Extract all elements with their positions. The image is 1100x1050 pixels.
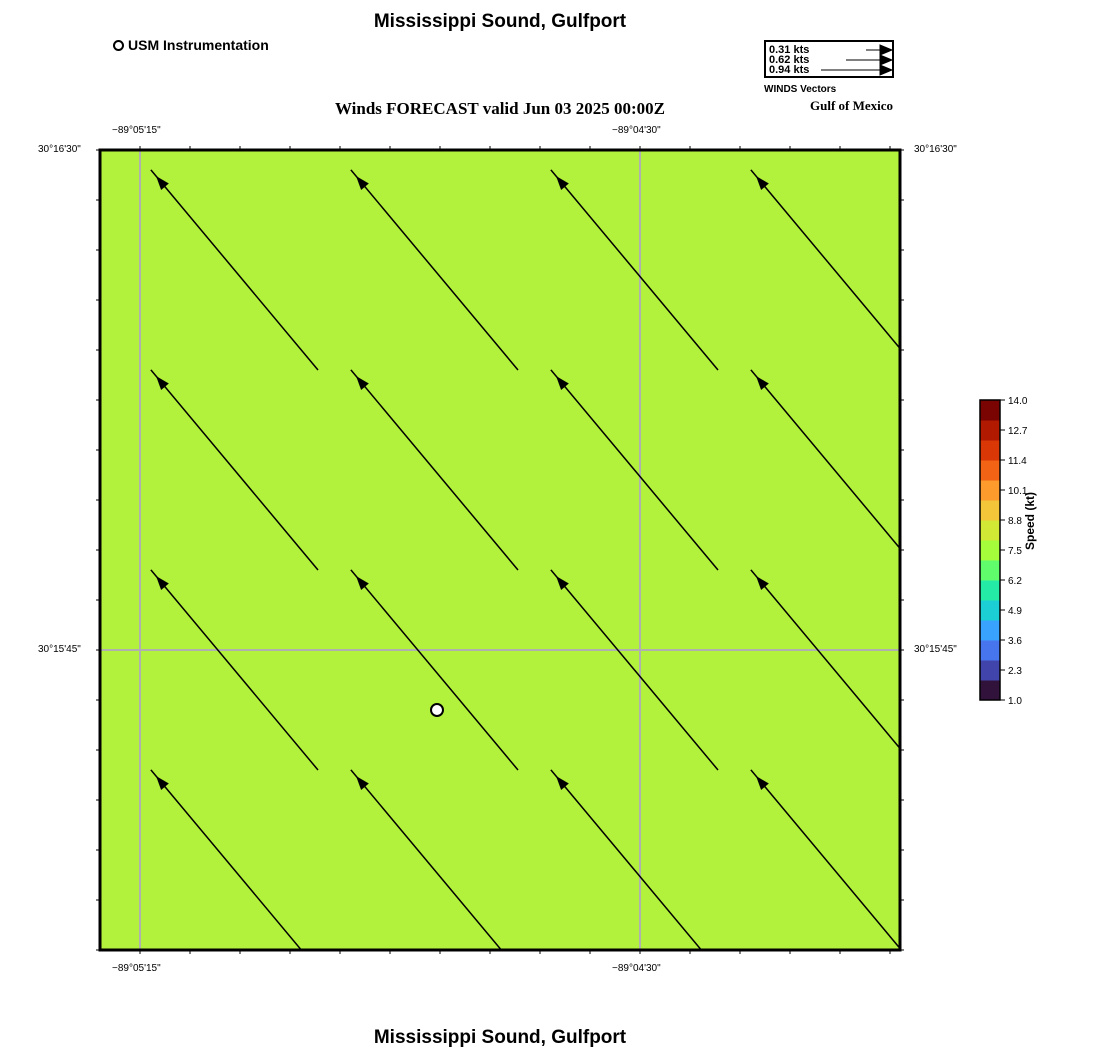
colorbar-tick-label: 2.3 [1008, 666, 1022, 677]
lon-label-top-2: −89°04'30" [612, 125, 661, 136]
speed-colorbar [970, 390, 1040, 710]
vector-legend-title: WINDS Vectors [764, 84, 837, 95]
vector-legend-entry: 0.94 kts [769, 64, 810, 76]
lon-label-bottom-1: −89°05'15" [112, 963, 161, 974]
colorbar-tick-label: 11.4 [1008, 456, 1027, 467]
vector-legend-entry: 0.62 kts [769, 54, 810, 66]
colorbar-tick-label: 7.5 [1008, 546, 1022, 557]
wind-arrow [951, 770, 1100, 970]
colorbar-tick-label: 10.1 [1008, 486, 1028, 497]
colorbar-tick-label: 4.9 [1008, 606, 1022, 617]
vector-legend-entry: 0.31 kts [769, 44, 810, 56]
colorbar-tick-label: 12.7 [1008, 426, 1028, 437]
lon-label-bottom-2: −89°04'30" [612, 963, 661, 974]
usm-instrument-marker[interactable] [431, 704, 443, 716]
colorbar-label: Speed (kt) [1023, 491, 1037, 550]
region-label: Gulf of Mexico [810, 98, 894, 113]
map-background [100, 150, 900, 950]
colorbar-tick-label: 1.0 [1008, 696, 1022, 707]
colorbar-tick-label: 8.8 [1008, 516, 1022, 527]
lat-label-right-1: 30°16'30" [914, 144, 957, 155]
colorbar-tick-label: 3.6 [1008, 636, 1022, 647]
lat-label-left-2: 30°15'45" [38, 644, 81, 655]
map-title: Mississippi Sound, Gulfport [373, 11, 627, 32]
wind-arrow [951, 170, 1100, 370]
lon-label-top-1: −89°05'15" [112, 125, 161, 136]
lat-label-left-1: 30°16'30" [38, 144, 81, 155]
colorbar-tick-label: 14.0 [1008, 396, 1028, 407]
forecast-subtitle: Winds FORECAST valid Jun 03 2025 00:00Z [334, 99, 665, 118]
instrument-legend-label: USM Instrumentation [128, 37, 269, 53]
colorbar-tick-label: 6.2 [1008, 576, 1022, 587]
lat-label-right-2: 30°15'45" [914, 644, 957, 655]
map-footer-title: Mississippi Sound, Gulfport [373, 1027, 627, 1048]
